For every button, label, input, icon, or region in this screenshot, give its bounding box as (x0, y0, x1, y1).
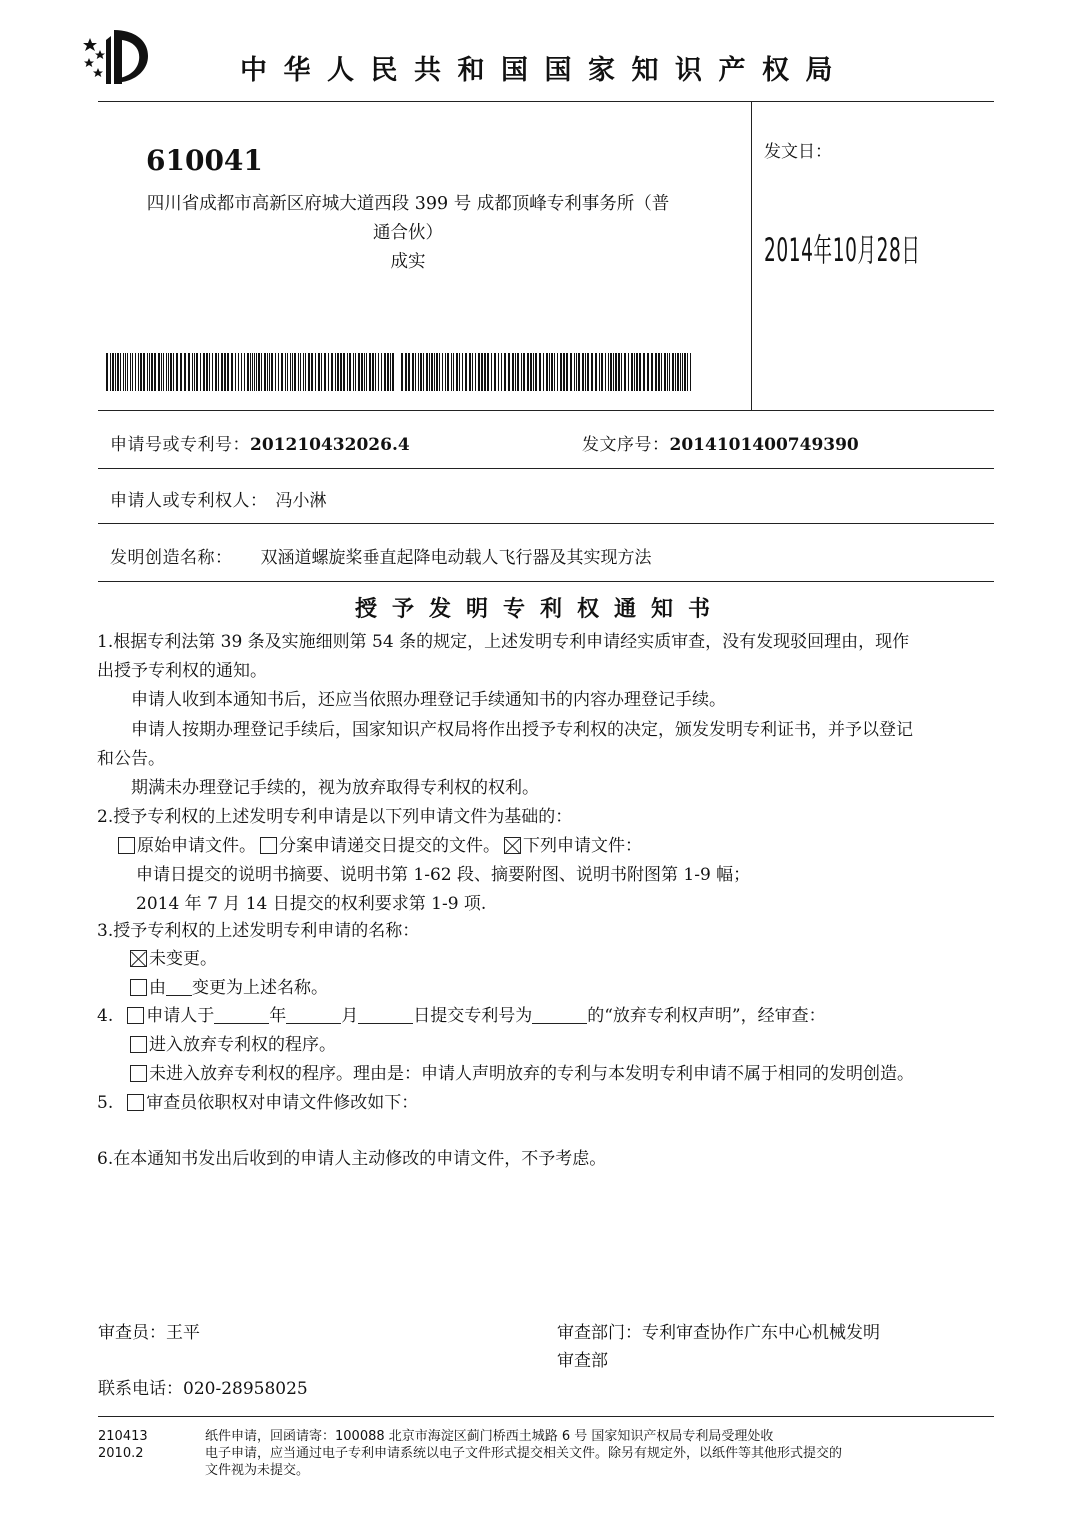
invention-title-row (110, 543, 652, 568)
field-rule-1 (98, 468, 994, 469)
section-2-detail-1: 申请日提交的说明书摘要、说明书第 1-62 段、摘要附图、说明书附图第 1-9 幅； (136, 865, 751, 885)
cnipa-emblem-icon (78, 26, 158, 88)
waiver-month: 月 (341, 1006, 359, 1026)
checkbox-name-unchanged[interactable] (130, 950, 147, 967)
section-5-line (97, 1089, 418, 1118)
checkbox-name-changed[interactable] (130, 979, 147, 996)
checkbox-original-files[interactable] (118, 837, 135, 854)
option-name-changed-suffix: 变更为上述名称。 (192, 978, 328, 998)
footer-line-1: 纸件申请，回函请寄：100088 北京市海淀区蓟门桥西土城路 6 号 国家知识产权局专利局受理处收 (205, 1429, 774, 1444)
recipient-name: 成实 (390, 252, 426, 272)
application-number-row (110, 430, 410, 455)
checkbox-divisional-files[interactable] (260, 837, 277, 854)
office-title: 中华人民共和国国家知识产权局 (240, 55, 849, 86)
barcode-left (106, 353, 396, 391)
checkbox-examiner-amend[interactable] (127, 1094, 144, 1111)
blank-year (214, 1005, 269, 1024)
examination-dept-line-2: 审查部 (557, 1351, 608, 1371)
blank-patent-number (532, 1005, 587, 1024)
form-code: 210413 (98, 1429, 148, 1444)
section-4-line (97, 1002, 826, 1031)
field-rule-2 (98, 523, 994, 524)
addressee-address (108, 190, 708, 277)
notice-title: 授予发明专利权通知书 (354, 597, 725, 622)
postcode: 610041 (146, 144, 263, 177)
send-date-value: 2014年10月28日 (764, 231, 921, 269)
invention-title-value: 双涵道螺旋桨垂直起降电动载人飞行器及其实现方法 (260, 548, 652, 568)
serial-number-row (582, 430, 859, 455)
section-1-sub-3: 期满未办理登记手续的，视为放弃取得专利权的权利。 (131, 778, 539, 798)
option-name-unchanged: 未变更。 (149, 949, 217, 969)
section-1-sub-1: 申请人收到本通知书后，还应当依照办理登记手续通知书的内容办理登记手续。 (131, 690, 726, 710)
section-3-option-2 (130, 974, 328, 1003)
section-3-option-1 (130, 945, 217, 974)
section-1-line-1: 1.根据专利法第 39 条及实施细则第 54 条的规定，上述发明专利申请经实质审查，没有发现驳回理由，现作 (97, 632, 910, 652)
serial-number-value: 2014101400749390 (669, 435, 859, 455)
barcode-right (401, 353, 693, 391)
addressee-bottom-rule (98, 410, 994, 411)
applicant-value: 冯小淋 (275, 491, 327, 511)
option-following-files: 下列申请文件： (523, 836, 642, 856)
waiver-text-b: 日提交专利号为 (413, 1006, 533, 1026)
blank-month (286, 1005, 341, 1024)
section-2-heading: 2.授予专利权的上述发明专利申请是以下列申请文件为基础的： (97, 807, 573, 827)
footer-rule (98, 1416, 994, 1417)
section-4-option-2 (130, 1060, 914, 1089)
form-date: 2010.2 (98, 1446, 144, 1461)
serial-number-label: 发文序号： (582, 435, 670, 455)
address-line-1: 四川省成都市高新区府城大道西段 399 号 成都顶峰专利事务所（普 (146, 194, 670, 214)
checkbox-enter-waiver[interactable] (130, 1036, 147, 1053)
field-rule-3 (98, 581, 994, 582)
section-5-text: 审查员依职权对申请文件修改如下： (146, 1093, 419, 1113)
section-1-sub-2-line-1: 申请人按期办理登记手续后，国家知识产权局将作出授予专利权的决定，颁发发明专利证书，并予以登记 (131, 720, 913, 740)
section-5-number: 5. (97, 1093, 114, 1113)
checkbox-waiver[interactable] (127, 1007, 144, 1024)
footer-line-3: 文件视为未提交。 (205, 1463, 310, 1478)
waiver-text-a: 申请人于 (146, 1006, 215, 1026)
footer-line-2: 电子申请，应当通过电子专利申请系统以电子文件形式提交相关文件。除另有规定外，以纸件等其他形式提交的 (205, 1446, 843, 1461)
invention-title-label: 发明创造名称： (110, 548, 233, 568)
date-column-divider (751, 101, 752, 411)
option-name-changed-prefix: 由 (149, 978, 166, 998)
applicant-row (110, 486, 327, 511)
section-2-options (118, 832, 642, 861)
contact-phone: 联系电话：020-28958025 (98, 1379, 308, 1399)
option-enter-waiver: 进入放弃专利权的程序。 (149, 1035, 336, 1055)
waiver-year: 年 (269, 1006, 287, 1026)
waiver-text-c: 的“放弃专利权声明”，经审查： (587, 1006, 826, 1026)
section-4-number: 4. (97, 1006, 114, 1026)
address-line-2: 通合伙） (373, 223, 443, 243)
section-1-line-2: 出授予专利权的通知。 (97, 661, 267, 681)
examiner-name: 审查员：王平 (98, 1323, 200, 1343)
section-4-option-1 (130, 1031, 336, 1060)
section-2-detail-2: 2014 年 7 月 14 日提交的权利要求第 1-9 项. (136, 894, 487, 914)
checkbox-not-enter-waiver[interactable] (130, 1065, 147, 1082)
option-original-files: 原始申请文件。 (137, 836, 256, 856)
applicant-label: 申请人或专利权人： (110, 491, 268, 511)
application-number-label: 申请号或专利号： (110, 435, 250, 455)
option-not-enter-waiver: 未进入放弃专利权的程序。理由是：申请人声明放弃的专利与本发明专利申请不属于相同的发明创造。 (149, 1064, 914, 1084)
send-date-label: 发文日： (764, 142, 832, 162)
blank-day (358, 1005, 413, 1024)
header-rule (98, 101, 994, 102)
section-3-heading: 3.授予专利权的上述发明专利申请的名称： (97, 921, 420, 941)
blank-old-name (166, 977, 192, 996)
section-6: 6.在本通知书发出后收到的申请人主动修改的申请文件，不予考虑。 (97, 1149, 607, 1169)
application-number-value: 201210432026.4 (250, 435, 410, 455)
option-divisional-files: 分案申请递交日提交的文件。 (279, 836, 500, 856)
checkbox-following-files[interactable] (504, 837, 521, 854)
section-1-sub-2-line-2: 和公告。 (97, 749, 165, 769)
examination-dept-line-1: 审查部门：专利审查协作广东中心机械发明 (557, 1323, 880, 1343)
